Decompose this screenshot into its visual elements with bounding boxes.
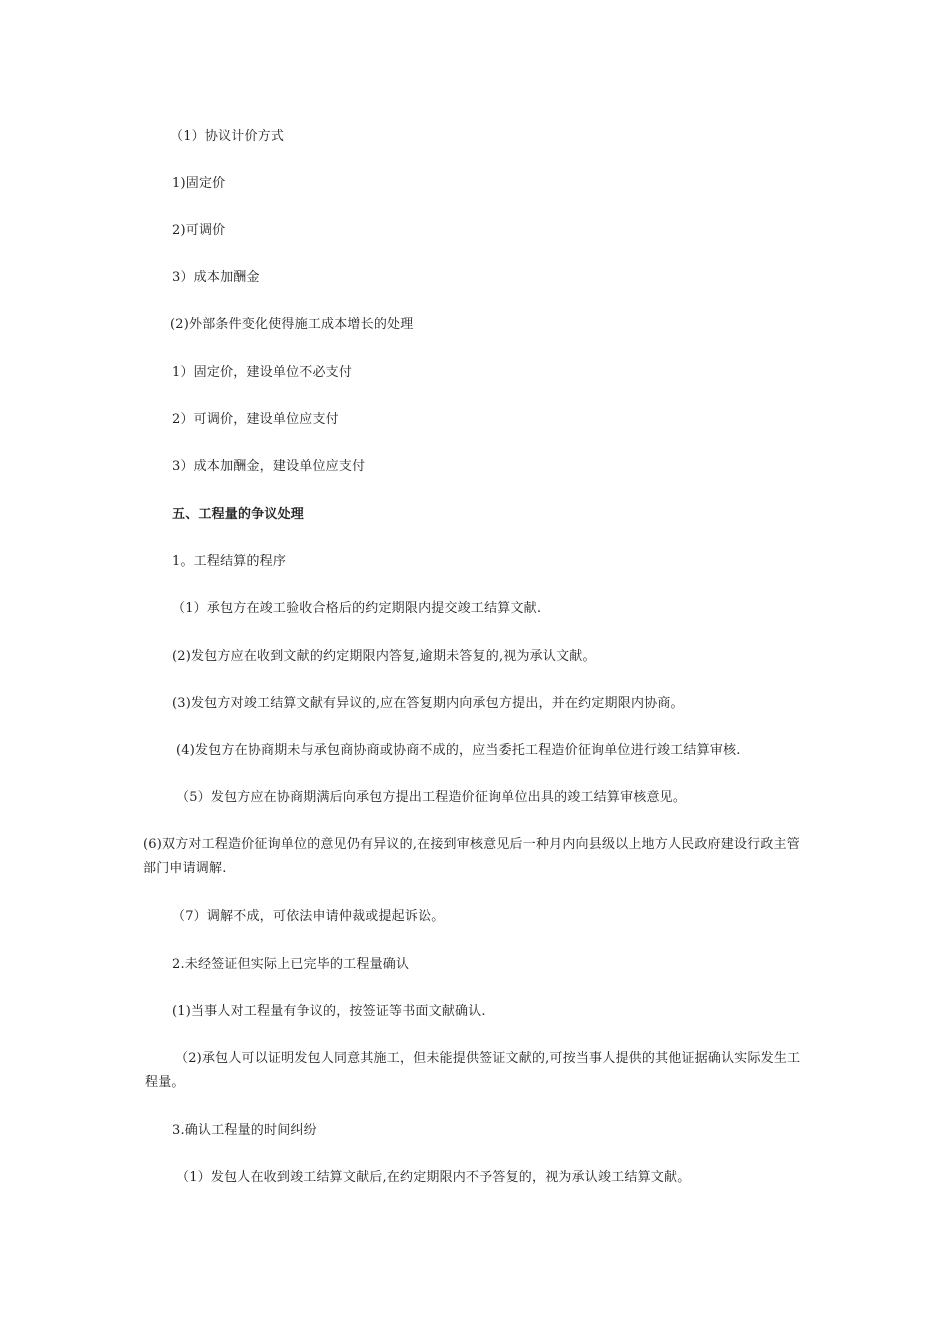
subheading-unsigned-quantity: 2.未经签证但实际上已完毕的工程量确认 xyxy=(172,957,410,972)
paragraph-fixed-price-no-pay: 1）固定价，建设单位不必支付 xyxy=(172,365,353,380)
paragraph-procedure-1: （1）承包方在竣工验收合格后的约定期限内提交竣工结算文献. xyxy=(172,601,542,616)
paragraph-external-conditions: (2)外部条件变化使得施工成本增长的处理 xyxy=(170,317,414,332)
paragraph-fixed-price: 1)固定价 xyxy=(172,176,226,191)
paragraph-pricing-method: （1）协议计价方式 xyxy=(170,129,285,144)
paragraph-cost-plus: 3）成本加酬金 xyxy=(172,270,260,285)
paragraph-adjustable-price: 2)可调价 xyxy=(172,223,226,238)
paragraph-cost-plus-pay: 3）成本加酬金，建设单位应支付 xyxy=(172,459,366,474)
paragraph-procedure-3: (3)发包方对竣工结算文献有异议的,应在答复期内向承包方提出，并在约定期限内协商。 xyxy=(172,696,684,711)
paragraph-adjustable-pay: 2）可调价，建设单位应支付 xyxy=(172,412,339,427)
paragraph-procedure-6: (6)双方对工程造价征询单位的意见仍有异议的,在接到审核意见后一种月内向县级以上地方人民政府建设行政主管部门申请调解. xyxy=(143,837,800,876)
paragraph-procedure-7: （7）调解不成，可依法申请仲裁或提起诉讼。 xyxy=(172,909,445,924)
subheading-time-dispute: 3.确认工程量的时间纠纷 xyxy=(172,1123,317,1138)
subheading-settlement-procedure: 1。工程结算的程序 xyxy=(172,554,287,569)
paragraph-time-dispute-1: （1）发包人在收到竣工结算文献后,在约定期限内不予答复的，视为承认竣工结算文献。 xyxy=(176,1170,691,1185)
paragraph-unsigned-2: （2)承包人可以证明发包人同意其施工，但未能提供签证文献的,可按当事人提供的其他证据确认实际发生工程量。 xyxy=(145,1051,801,1090)
section-heading-quantity-disputes: 五、工程量的争议处理 xyxy=(172,507,305,522)
paragraph-procedure-4: (4)发包方在协商期未与承包商协商或协商不成的，应当委托工程造价征询单位进行竣工结算审核. xyxy=(176,743,741,758)
paragraph-procedure-2: (2)发包方应在收到文献的约定期限内答复,逾期未答复的,视为承认文献。 xyxy=(172,649,596,664)
paragraph-procedure-5: （5）发包方应在协商期满后向承包方提出工程造价征询单位出具的竣工结算审核意见。 xyxy=(176,790,687,805)
paragraph-unsigned-1: (1)当事人对工程量有争议的，按签证等书面文献确认. xyxy=(172,1004,486,1019)
